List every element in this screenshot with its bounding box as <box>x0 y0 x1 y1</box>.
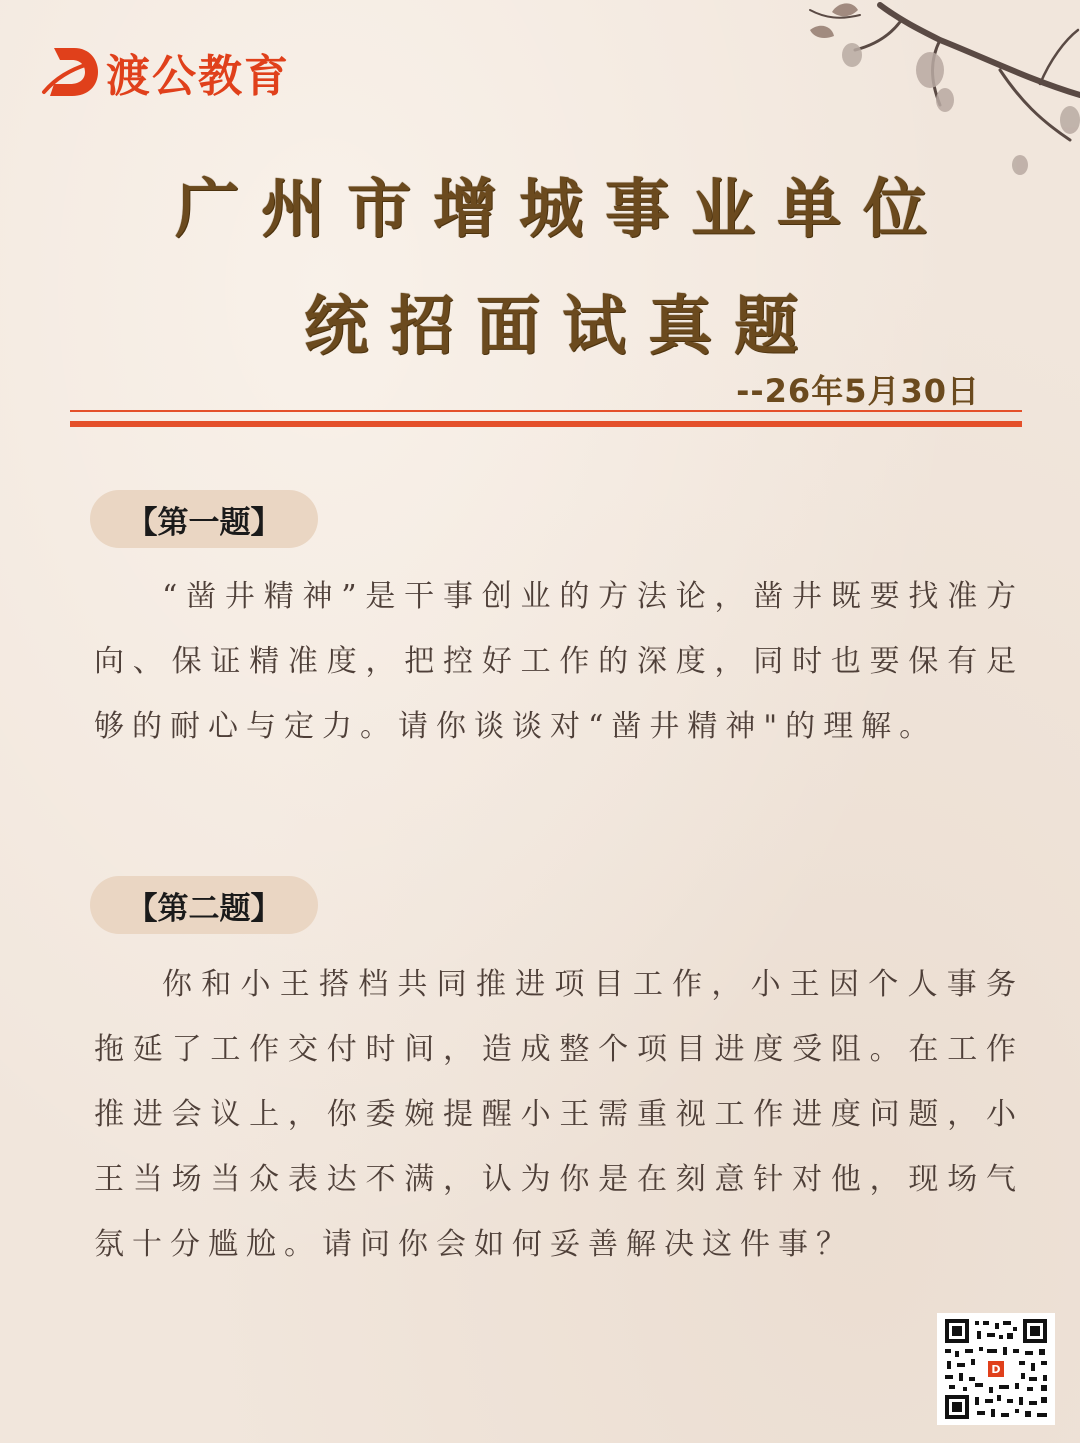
question-1-label: 【第一题】 <box>90 490 318 548</box>
question-1-text: “凿井精神”是干事创业的方法论，凿井既要找准方向、保证精准度，把控好工作的深度，同时也要保有足够的耐心与定力。请你谈谈对“凿井精神"的理解。 <box>94 579 1024 744</box>
question-2-label: 【第二题】 <box>90 876 318 934</box>
page-title-line-1: 广州市增城事业单位 <box>175 173 949 247</box>
brand-logo <box>40 40 290 104</box>
brand-name: 渡公教育 <box>106 51 290 102</box>
divider-thick <box>70 421 1022 427</box>
qr-code-icon[interactable] <box>937 1313 1055 1425</box>
question-2-text: 你和小王搭档共同推进项目工作，小王因个人事务拖延了工作交付时间，造成整个项目进度受阻。在工作推进会议上，你委婉提醒小王需重视工作进度问题，小王当场当众表达不满，认为你是在刻意针对他，现场气氛十分尴尬。请问你会如何妥善解决这件事？ <box>94 967 1024 1262</box>
brand-d-logo-icon <box>40 40 104 104</box>
exam-date: --26年5月30日 <box>736 372 980 410</box>
qr-center-logo: D <box>991 1363 1001 1376</box>
page-title-line-2: 统招面试真题 <box>304 290 820 364</box>
divider-thin <box>70 410 1022 412</box>
